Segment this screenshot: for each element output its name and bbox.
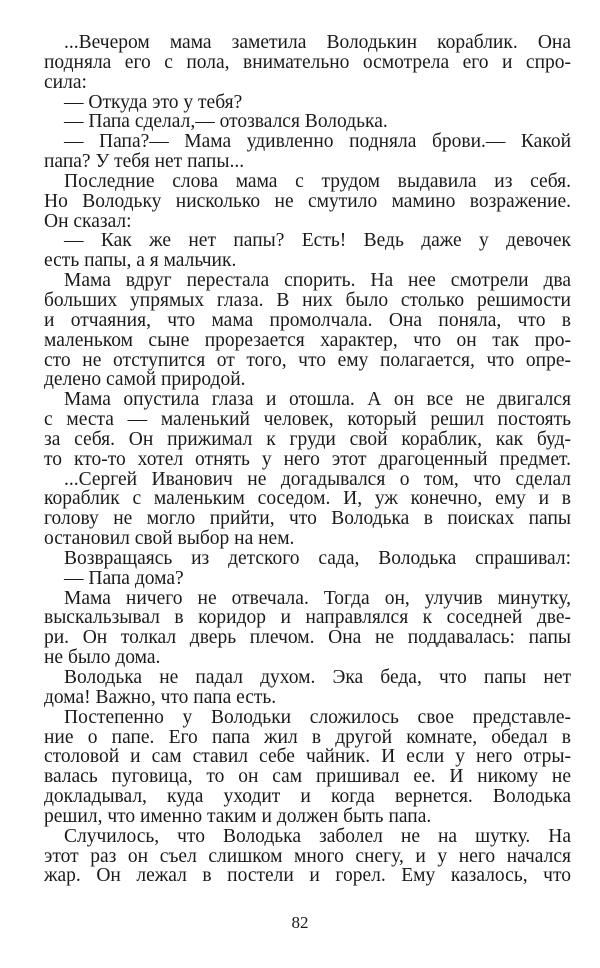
- page-number: 82: [291, 913, 309, 932]
- text-line: [44, 331, 571, 351]
- text-line-content: Мама вдруг перестала спорить. На нее смотрели два: [64, 270, 571, 292]
- text-line: [44, 112, 571, 132]
- text-line-content: этот раз он съел слишком много снегу, и у него начался: [44, 845, 571, 867]
- text-line-content: валась пуговица, то он сам пришивал ее. И никому не: [44, 766, 571, 788]
- text-line: [44, 271, 571, 291]
- text-line-content: столовой и сам ставил себе чайник. И если у него отры-: [44, 746, 571, 768]
- text-line: [44, 847, 571, 867]
- text-line: [44, 589, 571, 609]
- text-line-content: не было дома.: [44, 647, 161, 669]
- text-line-content: кораблик с маленьким соседом. И, уж конечно, ему и в: [44, 488, 571, 510]
- text-line-content: Он сказал:: [44, 210, 132, 232]
- text-line: [44, 311, 571, 331]
- text-line-content: жар. Он лежал в постели и горел. Ему казалось, что: [44, 865, 571, 887]
- text-line-content: сила:: [44, 71, 87, 93]
- text-line: [44, 370, 571, 390]
- text-line-content: за себя. Он прижимал к груди свой кораблик, как буд-: [44, 428, 571, 450]
- text-line-content: Мама опустила глаза и отошла. А он все не двигался: [64, 389, 571, 411]
- book-page-text: [44, 33, 571, 886]
- text-line-content: решил, что именно таким и должен быть папа.: [44, 805, 432, 827]
- text-line: [44, 231, 571, 251]
- text-line-content: с места — маленький человек, который решил постоять: [44, 409, 571, 431]
- text-line: [44, 728, 571, 748]
- text-line: [44, 192, 571, 212]
- text-line-content: — Откуда это у тебя?: [64, 91, 243, 113]
- text-line-content: ри. Он толкал дверь плечом. Она не поддавалась: папы: [44, 627, 571, 649]
- text-line: [44, 430, 571, 450]
- text-line: [44, 668, 571, 688]
- text-line: [44, 569, 571, 589]
- text-line-content: то кто-то хотел отнять у него этот драгоценный предмет.: [44, 448, 571, 470]
- text-line: [44, 708, 571, 728]
- text-line: [44, 489, 571, 509]
- text-line: [44, 351, 571, 371]
- text-line: [44, 172, 571, 192]
- text-line-content: Но Володьку нисколько не смутило мамино возражение.: [44, 190, 571, 212]
- text-line: [44, 291, 571, 311]
- text-line-content: Мама ничего не отвечала. Тогда он, улучив минутку,: [64, 587, 571, 609]
- text-line-content: выскальзывал в коридор и направлялся к соседней две-: [44, 607, 571, 629]
- text-line: [44, 73, 571, 93]
- text-line-content: Володька не падал духом. Эка беда, что папы нет: [64, 667, 571, 688]
- text-line: [44, 608, 571, 628]
- text-line-content: Случилось, что Володька заболел не на шутку. На: [64, 825, 571, 847]
- text-line-content: Возвращаясь из детского сада, Володька спрашивал:: [64, 547, 571, 569]
- text-line: [44, 33, 571, 53]
- text-line-content: есть папы, а я мальчик.: [44, 250, 237, 272]
- text-line: [44, 767, 571, 787]
- text-line-content: ние о папе. Его папа жил в другой комнате, обедал в: [44, 726, 571, 748]
- text-line: [44, 747, 571, 767]
- text-line-content: — Папа сделал,— отозвался Володька.: [64, 111, 388, 133]
- text-line: [44, 152, 571, 172]
- text-line: [44, 827, 571, 847]
- text-line: [44, 529, 571, 549]
- text-line: [44, 787, 571, 807]
- text-line-content: и отчаяния, что мама промолчала. Она поняла, что в: [44, 309, 571, 331]
- text-line: [44, 509, 571, 529]
- text-line-content: Последние слова мама с трудом выдавила из себя.: [64, 170, 571, 192]
- text-line: [44, 251, 571, 271]
- text-line-content: остановил свой выбор на нем.: [44, 528, 295, 550]
- text-line: [44, 648, 571, 668]
- text-line-content: папа? У тебя нет папы...: [44, 151, 245, 173]
- text-line: [44, 53, 571, 73]
- text-line: [44, 410, 571, 430]
- text-line: [44, 93, 571, 113]
- text-line-content: ...Вечером мама заметила Володькин кораблик. Она: [64, 32, 571, 53]
- text-line: [44, 866, 571, 886]
- text-line-content: сто не отступится от того, что ему полагается, что опре-: [44, 349, 571, 371]
- text-line: [44, 212, 571, 232]
- text-line-content: делено самой природой.: [44, 369, 246, 391]
- text-line-content: — Как же нет папы? Есть! Ведь даже у девочек: [64, 230, 571, 252]
- text-line: [44, 470, 571, 490]
- text-line-content: докладывал, куда уходит и когда вернется. Володька: [44, 786, 571, 808]
- text-line-content: Постепенно у Володьки сложилось свое представле-: [64, 706, 571, 728]
- text-line-content: — Папа?— Мама удивленно подняла брови.— Какой: [64, 131, 571, 153]
- text-line-content: — Папа дома?: [64, 567, 184, 589]
- text-line-content: голову не могло прийти, что Володька в поисках папы: [44, 508, 571, 530]
- text-line-content: дома! Важно, что папа есть.: [44, 686, 277, 708]
- text-line-content: ...Сергей Иванович не догадывался о том, что сделал: [64, 468, 571, 490]
- text-line-content: маленьком сыне прорезается характер, что он так про-: [44, 329, 571, 351]
- text-line: [44, 132, 571, 152]
- text-line: [44, 390, 571, 410]
- text-line-content: больших упрямых глаза. В них было столько решимости: [44, 289, 571, 311]
- text-line: [44, 807, 571, 827]
- text-line-content: подняла его с пола, внимательно осмотрела его и спро-: [44, 51, 571, 73]
- text-line: [44, 628, 571, 648]
- text-line: [44, 450, 571, 470]
- text-line: [44, 688, 571, 708]
- text-line: [44, 549, 571, 569]
